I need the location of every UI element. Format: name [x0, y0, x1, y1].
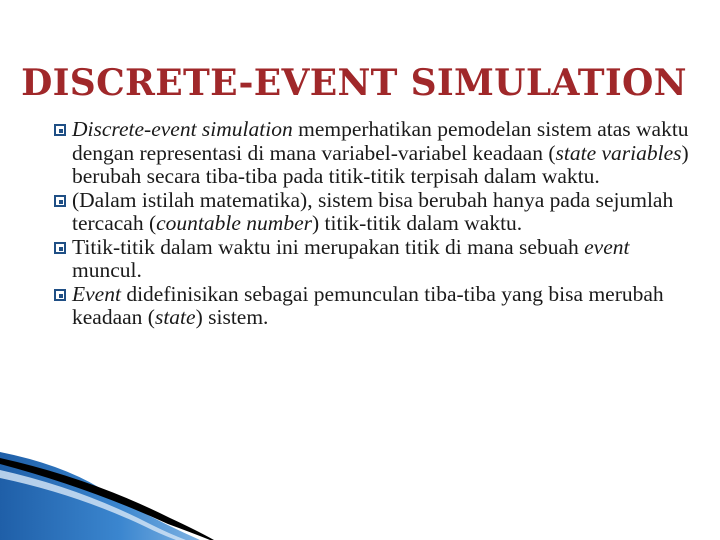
bullet-text-segment: state variables — [555, 140, 682, 165]
bullet-text-segment: memperhatikan pemodelan sistem atas waktu dengan representasi di mana variabel-variabel keadaan ( — [72, 117, 689, 165]
slide-title: DISCRETE-EVENT SIMULATION — [21, 62, 687, 105]
bullet-text-segment: Event — [72, 281, 121, 306]
bullet-text-segment: ) berubah secara tiba-tiba pada titik-titik terpisah dalam waktu. — [72, 140, 689, 188]
bullet-list — [52, 118, 692, 330]
bullet-text-segment: state — [154, 305, 196, 329]
bullet-text-segment: (Dalam istilah matematika), sistem bisa berubah hanya pada sejumlah tercacah ( — [72, 187, 674, 235]
bullet-item — [52, 189, 692, 236]
bullet-item — [52, 236, 692, 283]
square-bullet-icon — [54, 289, 66, 301]
bullet-text-segment: Discrete-event simulation — [72, 117, 293, 141]
bullet-item — [52, 283, 692, 330]
corner-wave-decoration — [0, 440, 720, 540]
bullet-text-segment: ) sistem. — [195, 305, 269, 329]
bullet-text-segment: ) titik-titik dalam waktu. — [311, 211, 523, 235]
square-bullet-icon — [54, 242, 66, 254]
square-bullet-icon — [54, 195, 66, 207]
bullet-text-segment: Titik-titik dalam waktu ini merupakan titik di mana sebuah — [72, 234, 585, 259]
bullet-text-segment: didefinisikan sebagai pemunculan tiba-tiba yang bisa merubah keadaan ( — [72, 281, 664, 329]
blue-wave-band — [0, 452, 200, 540]
bullet-text-segment: muncul. — [72, 258, 142, 282]
square-bullet-icon — [54, 124, 66, 136]
bullet-text-segment: event — [584, 234, 630, 259]
bullet-text-segment: countable number — [156, 211, 312, 235]
bullet-item — [52, 118, 692, 189]
